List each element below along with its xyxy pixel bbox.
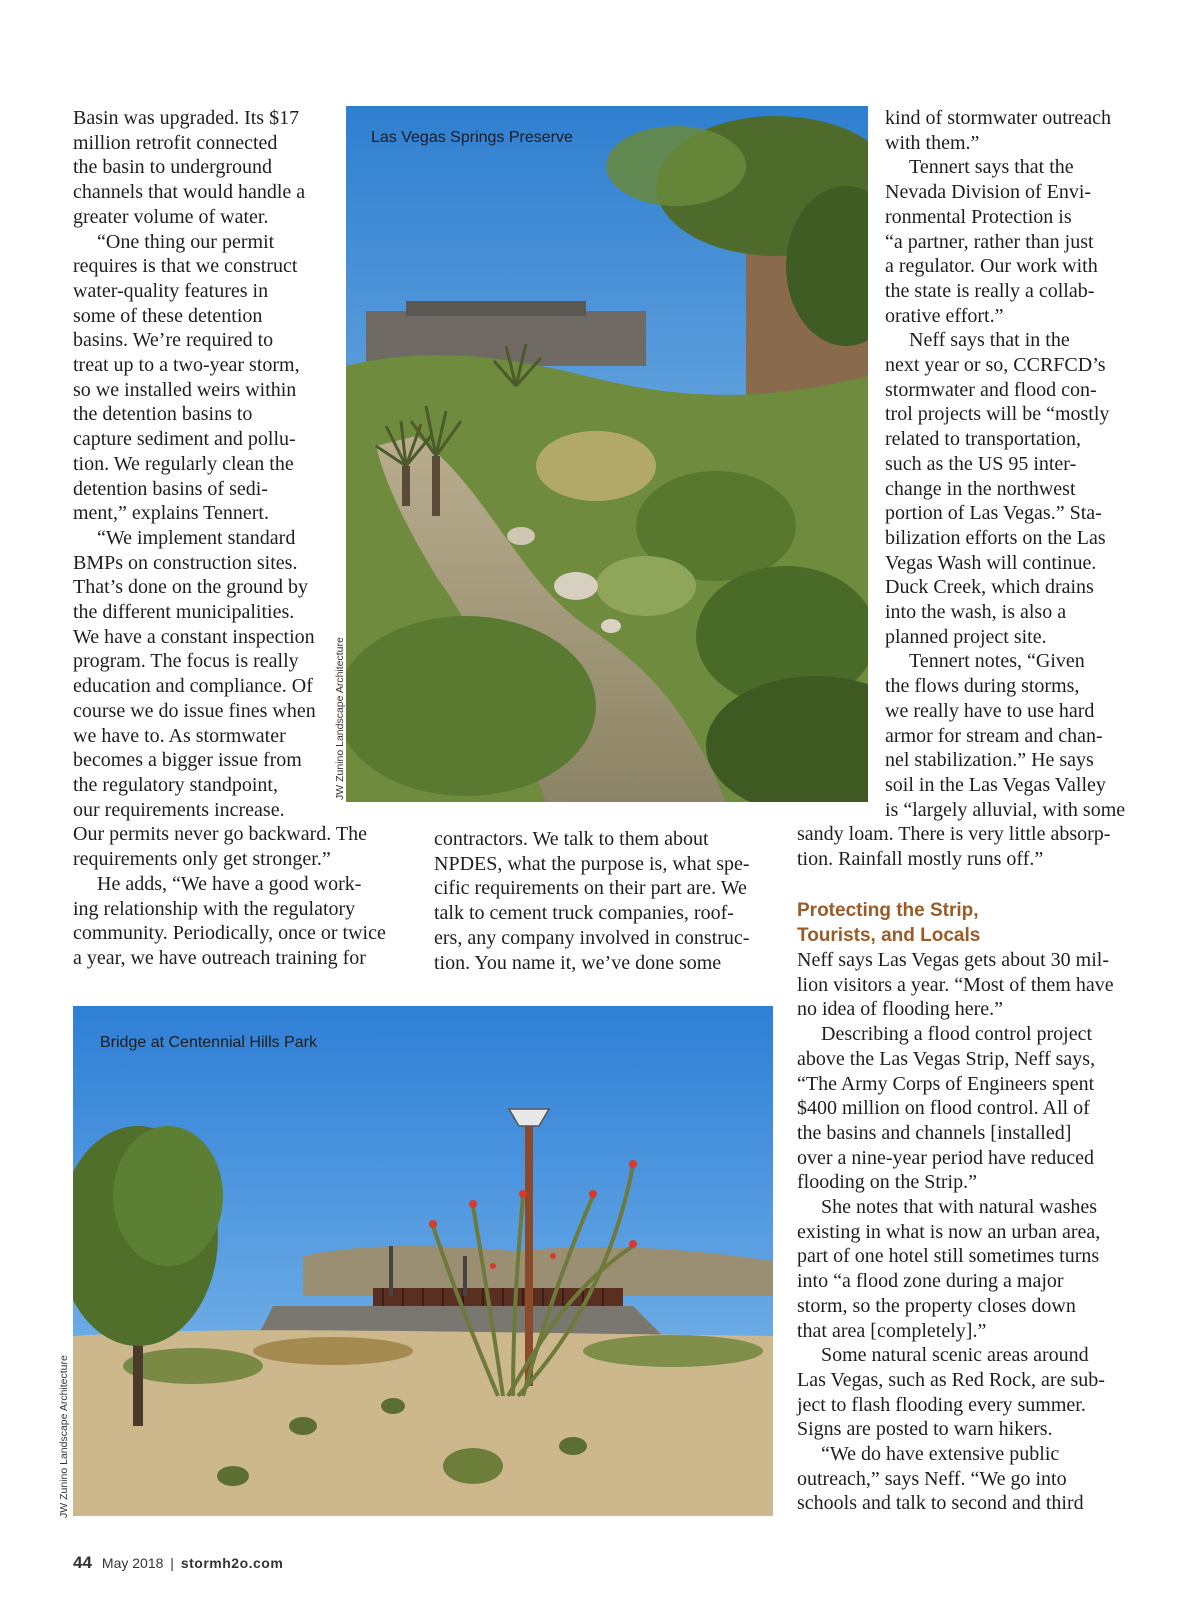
text-line: part of one hotel still sometimes turns — [797, 1245, 1100, 1268]
text-line: the different municipalities. — [73, 601, 295, 624]
text-line: She notes that with natural washes — [821, 1196, 1098, 1219]
text-line: basins. We’re required to — [73, 329, 274, 352]
text-line: so we installed weirs within — [73, 378, 297, 401]
column-1-text — [73, 106, 386, 971]
text-line: That’s done on the ground by — [73, 576, 308, 599]
text-line: detention basins of sedi- — [73, 477, 268, 500]
text-line: soil in the Las Vegas Valley — [885, 773, 1106, 796]
text-line: lion visitors a year. “Most of them have — [797, 973, 1114, 996]
text-line: planned project site. — [885, 625, 1047, 648]
subhead-line-1: Protecting the Strip, — [797, 900, 979, 921]
text-line: change in the northwest — [885, 477, 1076, 500]
text-line: the basin to underground — [73, 156, 273, 179]
photo-2-credit: JW Zunino Landscape Architecture — [58, 1355, 70, 1518]
text-line: orative effort.” — [885, 304, 1004, 327]
column-3-bottom-text — [797, 948, 1114, 1516]
photo-1-caption: Las Vegas Springs Preserve — [371, 129, 573, 146]
text-line: portion of Las Vegas.” Sta- — [885, 502, 1102, 525]
text-line: channels that would handle a — [73, 181, 306, 204]
text-line: the regulatory standpoint, — [73, 773, 278, 796]
text-line: Describing a flood control project — [821, 1023, 1093, 1046]
text-line: Basin was upgraded. Its $17 — [73, 107, 300, 129]
text-line: Neff says that in the — [909, 329, 1070, 352]
text-line: no idea of flooding here.” — [797, 998, 1004, 1021]
text-line: tion. You name it, we’ve done some — [434, 951, 722, 974]
text-line: a year, we have outreach training for — [73, 946, 366, 969]
text-line: bilization efforts on the Las — [885, 526, 1106, 549]
text-line: Our permits never go backward. The — [73, 823, 367, 846]
text-line: we really have to use hard — [885, 699, 1095, 722]
text-line: into the wash, is also a — [885, 601, 1067, 624]
text-line: ronmental Protection is — [885, 205, 1072, 228]
text-line: “We do have extensive public — [821, 1443, 1060, 1466]
text-line: sandy loam. There is very little absorp- — [797, 823, 1111, 845]
text-line: becomes a bigger issue from — [73, 749, 302, 772]
text-line: million retrofit connected — [73, 131, 278, 154]
text-line: ment,” explains Tennert. — [73, 502, 269, 525]
text-line: Tennert notes, “Given — [909, 650, 1085, 673]
text-line: our requirements increase. — [73, 798, 285, 821]
text-line: He adds, “We have a good work- — [97, 872, 362, 895]
text-line: trol projects will be “mostly — [885, 403, 1110, 426]
text-line: outreach,” says Neff. “We go into — [797, 1467, 1067, 1490]
text-line: Vegas Wash will continue. — [885, 551, 1097, 574]
subhead-line-2: Tourists, and Locals — [797, 924, 981, 946]
text-line: armor for stream and chan- — [885, 724, 1103, 747]
text-line: into “a flood zone during a major — [797, 1270, 1064, 1293]
text-line: is “largely alluvial, with some — [885, 798, 1126, 821]
text-line: such as the US 95 inter- — [885, 452, 1077, 475]
text-line: tion. We regularly clean the — [73, 452, 294, 475]
text-line: nel stabilization.” He says — [885, 749, 1094, 772]
text-line: tion. Rainfall mostly runs off.” — [797, 847, 1044, 870]
text-line: the basins and channels [installed] — [797, 1121, 1072, 1144]
text-line: that area [completely].” — [797, 1319, 987, 1342]
text-line: $400 million on flood control. All of — [797, 1097, 1090, 1120]
text-line: next year or so, CCRFCD’s — [885, 354, 1106, 377]
centennial-hills-photo — [73, 1006, 773, 1516]
text-line: the flows during storms, — [885, 675, 1080, 698]
text-line: the detention basins to — [73, 403, 253, 426]
issue-date: May 2018 — [101, 1555, 164, 1571]
text-line: schools and talk to second and third — [797, 1492, 1084, 1515]
text-line: over a nine-year period have reduced — [797, 1146, 1095, 1169]
text-line: Some natural scenic areas around — [821, 1344, 1089, 1367]
text-line: Duck Creek, which drains — [885, 576, 1094, 599]
text-line: requires is that we construct — [73, 255, 298, 278]
text-line: existing in what is now an urban area, — [797, 1220, 1101, 1243]
text-line: We have a constant inspection — [73, 625, 315, 648]
text-line: program. The focus is really — [73, 650, 299, 673]
text-line: Nevada Division of Envi- — [885, 181, 1092, 204]
text-line: greater volume of water. — [73, 205, 269, 228]
website: stormh2o.com — [180, 1555, 284, 1571]
text-line: storm, so the property closes down — [797, 1294, 1076, 1317]
photo-2-caption: Bridge at Centennial Hills Park — [100, 1034, 317, 1051]
text-line: a regulator. Our work with — [885, 255, 1098, 278]
text-line: NPDES, what the purpose is, what spe- — [434, 852, 750, 875]
text-line: ers, any company involved in construc- — [434, 926, 750, 949]
text-line: ject to flash flooding every summer. — [797, 1393, 1086, 1416]
text-line: capture sediment and pollu- — [73, 428, 296, 451]
text-line: “a partner, rather than just — [885, 230, 1094, 253]
column-3-continued-text — [797, 822, 1110, 871]
text-line: Tennert says that the — [909, 156, 1074, 179]
text-line: stormwater and flood con- — [885, 378, 1097, 401]
column-3-text — [885, 106, 1125, 822]
page-footer — [73, 1553, 283, 1573]
text-line: flooding on the Strip.” — [797, 1171, 977, 1194]
text-line: ing relationship with the regulatory — [73, 897, 356, 920]
text-line: treat up to a two-year storm, — [73, 354, 300, 377]
text-line: Neff says Las Vegas gets about 30 mil- — [797, 949, 1109, 971]
text-line: water-quality features in — [73, 279, 269, 302]
text-line: “One thing our permit — [97, 230, 275, 253]
text-line: “We implement standard — [97, 526, 296, 549]
text-line: course we do issue fines when — [73, 699, 316, 722]
text-line: contractors. We talk to them about — [434, 828, 709, 850]
text-line: cific requirements on their part are. We — [434, 877, 747, 900]
text-line: with them.” — [885, 131, 980, 154]
text-line: the state is really a collab- — [885, 279, 1095, 302]
text-line: some of these detention — [73, 304, 263, 327]
text-line: we have to. As stormwater — [73, 724, 286, 747]
text-line: BMPs on construction sites. — [73, 551, 298, 574]
text-line: “The Army Corps of Engineers spent — [797, 1072, 1095, 1095]
text-line: talk to cement truck companies, roof- — [434, 902, 734, 925]
springs-preserve-photo — [346, 106, 868, 802]
text-line: above the Las Vegas Strip, Neff says, — [797, 1047, 1096, 1070]
text-line: education and compliance. Of — [73, 675, 313, 698]
text-line: kind of stormwater outreach — [885, 107, 1112, 129]
text-line: related to transportation, — [885, 428, 1082, 451]
section-subhead — [797, 899, 980, 948]
text-line: Las Vegas, such as Red Rock, are sub- — [797, 1368, 1105, 1391]
text-line: community. Periodically, once or twice — [73, 922, 386, 945]
text-line: Signs are posted to warn hikers. — [797, 1418, 1053, 1441]
text-line: requirements only get stronger.” — [73, 848, 331, 871]
page-number: 44 — [73, 1553, 92, 1572]
photo-1-credit: JW Zunino Landscape Architecture — [334, 637, 346, 800]
footer-separator: | — [170, 1555, 174, 1571]
column-2-text — [434, 827, 750, 975]
